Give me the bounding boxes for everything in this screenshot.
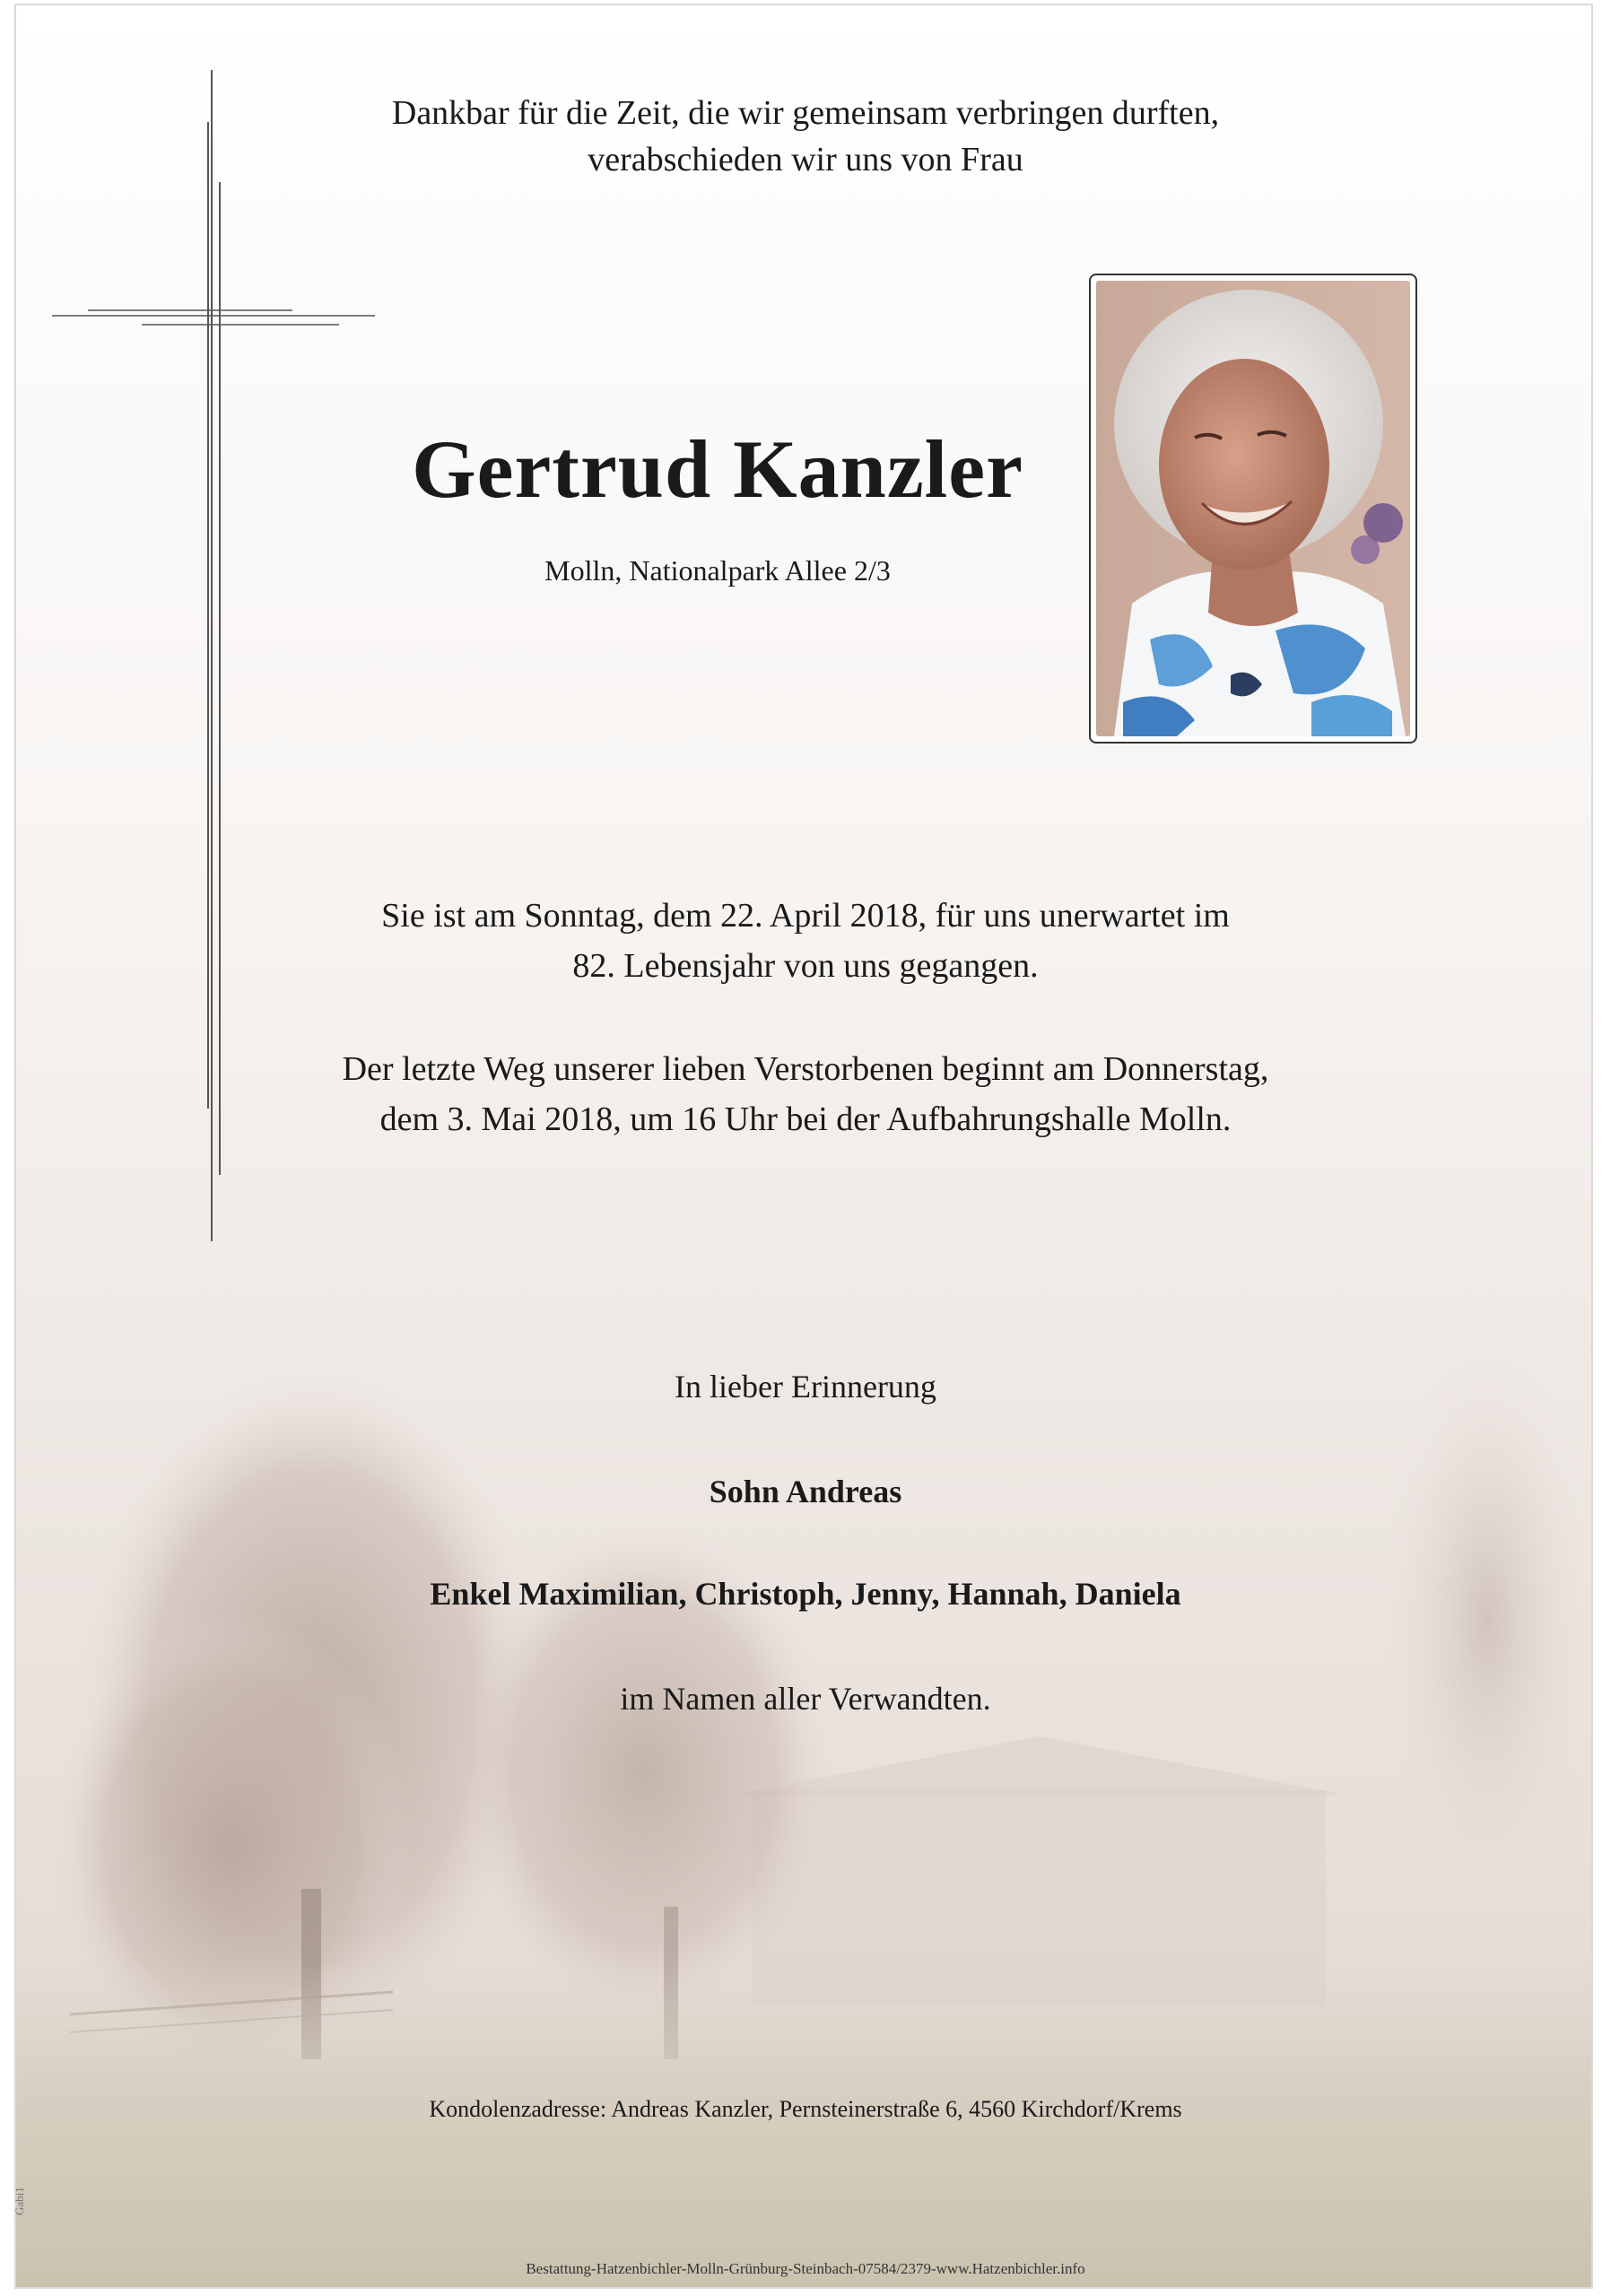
intro-line-2: verabschieden wir uns von Frau — [588, 141, 1023, 178]
portrait-photo — [1096, 281, 1410, 736]
condolence-address: Kondolenzadresse: Andreas Kanzler, Pernsteinerstraße 6, 4560 Kirchdorf/Krems — [429, 2096, 1182, 2122]
funeral-announcement — [0, 1044, 1611, 1144]
death-announcement — [0, 891, 1611, 991]
funeral-line-2: dem 3. Mai 2018, um 16 Uhr bei der Aufbahrungshalle Molln. — [379, 1100, 1232, 1138]
memory-heading: In lieber Erinnerung — [675, 1369, 936, 1405]
deceased-name: Gertrud Kanzler — [412, 423, 1023, 515]
mourner-relatives: im Namen aller Verwandten. — [620, 1681, 991, 1717]
death-line-1: Sie ist am Sonntag, dem 22. April 2018, für uns unerwartet im — [381, 897, 1230, 935]
mourner-son: Sohn Andreas — [709, 1474, 902, 1509]
side-mark: Gabi1 — [13, 2187, 26, 2215]
mourner-grandchildren: Enkel Maximilian, Christoph, Jenny, Hannah, Daniela — [430, 1576, 1181, 1612]
intro-text — [0, 90, 1611, 183]
death-line-2: 82. Lebensjahr von uns gegangen. — [572, 947, 1039, 985]
deceased-address: Molln, Nationalpark Allee 2/3 — [544, 554, 891, 587]
funeral-line-1: Der letzte Weg unserer lieben Verstorbenen beginnt am Donnerstag, — [342, 1050, 1269, 1088]
portrait-photo-frame — [1089, 274, 1417, 744]
funeral-home-footer: Bestattung-Hatzenbichler-Molln-Grünburg-Steinbach-07584/2379-www.Hatzenbichler.info — [526, 2260, 1085, 2277]
intro-line-1: Dankbar für die Zeit, die wir gemeinsam verbringen durften, — [391, 94, 1220, 132]
